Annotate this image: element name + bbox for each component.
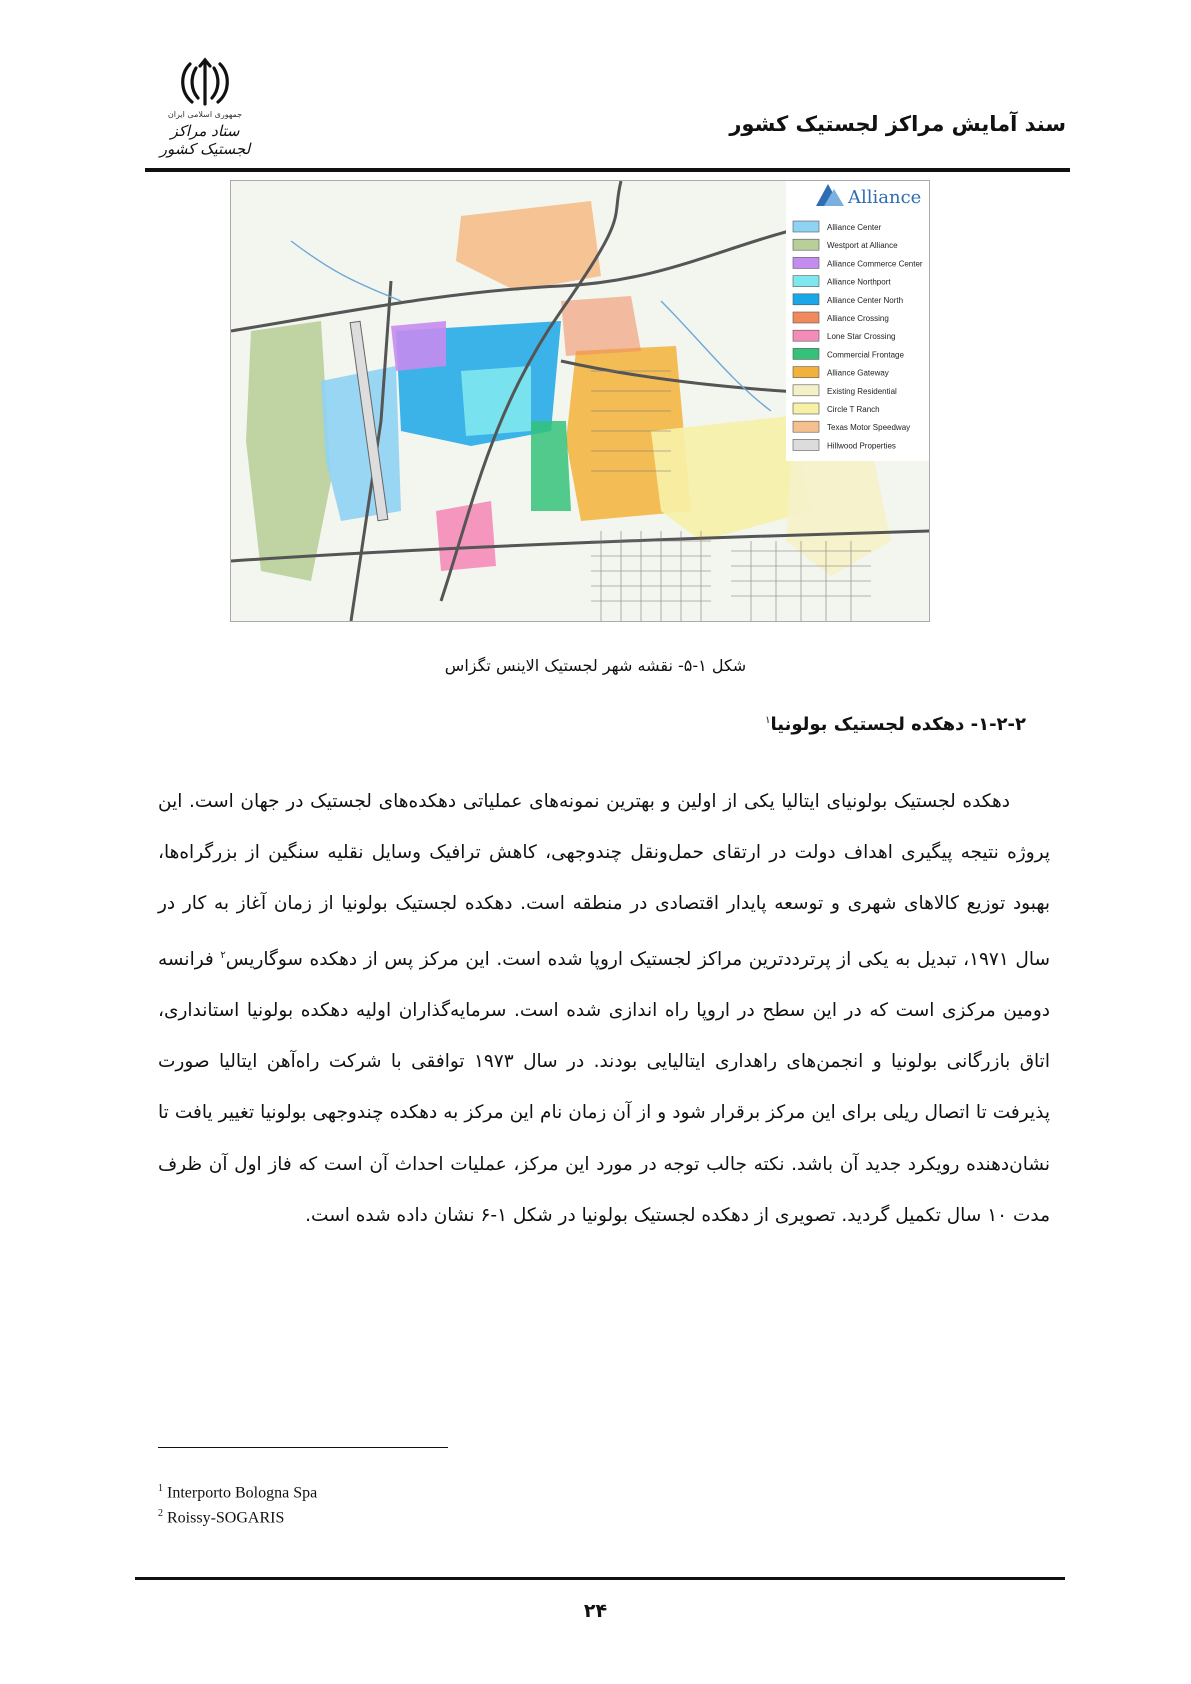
legend-label: Circle T Ranch (827, 405, 880, 414)
alliance-map-figure (230, 180, 930, 622)
org-country: جمهوری اسلامی ایران (167, 110, 243, 119)
legend-label: Alliance Crossing (827, 314, 889, 323)
legend-swatch (793, 439, 819, 450)
legend-label: Alliance Commerce Center (827, 259, 923, 269)
legend-label: Westport at Alliance (827, 241, 898, 251)
legend-swatch (793, 221, 819, 232)
body-paragraph (158, 776, 1050, 1241)
legend-label: Alliance Center North (827, 295, 904, 305)
legend-swatch (793, 257, 819, 268)
footnotes (158, 1478, 317, 1529)
legend-swatch (793, 421, 819, 432)
legend-label: Commercial Frontage (827, 350, 904, 360)
footnote-ref-2: ۲ (220, 949, 226, 961)
legend-label: Lone Star Crossing (827, 332, 896, 342)
page-number: ۲۴ (583, 1600, 608, 1622)
body-part-1: دهکده لجستیک بولونیای ایتالیا یکی از اولین و بهترین نمونه‌های عملیاتی دهکده‌های لجستیک در جهان است. این پروژه نتیجه پیگیری اهداف دولت در ارتقای حمل‌ونقل چندوجهی، کاهش ترافیک وسایل نقلیه سنگین از بزرگراه‌ها، بهبود توزیع کالاهای شهری و توسعه پایدار اقتصادی در منطقه است. دهکده لجستیک بولونیا از زمان آغاز به کار در سال ۱۹۷۱، تبدیل به یکی از پرترددترین مراکز لجستیک اروپا شده است. این مرکز پس از دهکده سوگاریس (158, 791, 1050, 970)
body-part-2: فرانسه دومین مرکزی است که در این سطح در اروپا راه اندازی شده است. سرمایه‌گذاران اولیه دهکده بولونیا استانداری، اتاق بازرگانی بولونیا و انجمن‌های راهداری ایتالیایی بودند. در سال ۱۹۷۳ توافقی با شرکت راه‌آهن ایتالیا صورت پذیرفت تا اتصال ریلی برای این مرکز برقرار شود و از آن زمان نام این مرکز به دهکده چندوجهی بولونیا تغییر یافت تا نشان‌دهنده رویکرد جدید آن باشد. نکته جالب توجه در مورد این مرکز، عملیات احداث آن است که فاز اول آن ظرف مدت ۱۰ سال تکمیل گردید. تصویری از دهکده لجستیک بولونیا در شکل ۱-۶ نشان داده شده است. (158, 948, 1050, 1226)
legend-swatch (793, 312, 819, 323)
legend-label: Alliance Gateway (827, 368, 889, 378)
alliance-brand: Alliance (848, 187, 922, 208)
footnote-2: $^2$ Roissy-SOGARIS (158, 1508, 285, 1527)
document-title: سند آمایش مراکز لجستیک کشور (729, 112, 1066, 136)
footer-divider (135, 1577, 1065, 1580)
legend-swatch (793, 367, 819, 378)
section-heading-text: ۱-۲-۲- دهکده لجستیک بولونیا (770, 714, 1026, 735)
legend-label: Hillwood Properties (827, 441, 896, 451)
legend-label: Alliance Center (827, 223, 882, 232)
figure-caption: شکل ۱-۵- نقشه شهر لجستیک الاینس تگزاس (444, 656, 747, 675)
footnote-divider (158, 1447, 448, 1448)
legend-label: Texas Motor Speedway (827, 423, 911, 433)
section-heading (765, 714, 1026, 735)
footnote-1: $^1$ Interporto Bologna Spa (158, 1483, 318, 1502)
legend-label: Existing Residential (827, 386, 897, 396)
legend-swatch (793, 276, 819, 287)
org-name: ستاد مراکز لجستیک کشور (159, 122, 251, 158)
legend-swatch (793, 385, 819, 396)
legend-swatch (793, 239, 819, 250)
header-divider (145, 168, 1070, 172)
legend-swatch (793, 403, 819, 414)
legend-label: Alliance Northport (827, 277, 891, 287)
footnote-ref-1: ۱ (765, 715, 771, 726)
legend-swatch (793, 330, 819, 341)
legend-swatch (793, 348, 819, 359)
legend-swatch (793, 294, 819, 305)
